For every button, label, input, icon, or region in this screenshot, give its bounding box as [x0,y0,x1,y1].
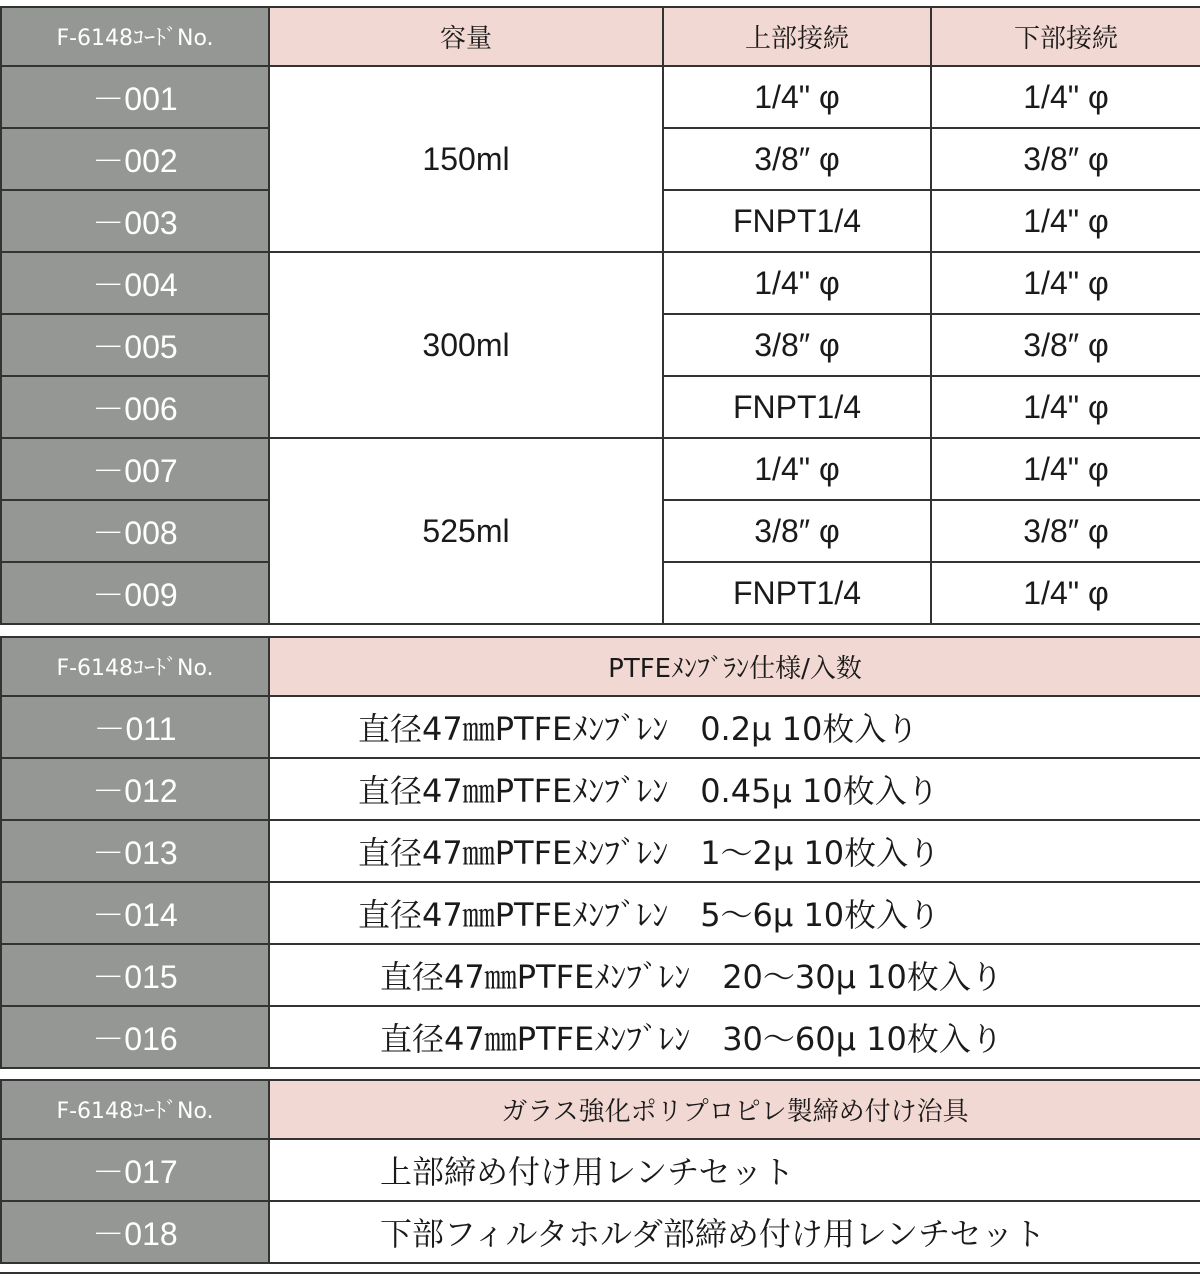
product-code: －012 [1,758,269,820]
code-column-header: F-6148ｺｰﾄﾞNo. [1,1080,269,1139]
table-row [1,252,1200,314]
upper-connection: 1/4" φ [663,438,931,500]
lower-connection: 1/4" φ [931,252,1200,314]
lower-connection: 1/4" φ [931,66,1200,128]
table-header-row [1,637,1200,696]
upper-connection: 1/4" φ [663,66,931,128]
table-row [1,696,1200,758]
membrane-description: 直径47㎜PTFEﾒﾝﾌﾞﾚﾝ 0.45μ 10枚入り [269,758,1200,820]
table-row [1,66,1200,128]
table-row [1,1201,1200,1263]
product-code: －004 [1,252,269,314]
product-code: －006 [1,376,269,438]
table-row [1,438,1200,500]
product-code: －005 [1,314,269,376]
membrane-spec-table [0,636,1200,1069]
lower-connection: 3/8″ φ [931,500,1200,562]
product-code: －009 [1,562,269,624]
upper-connection: 1/4" φ [663,252,931,314]
product-code: －003 [1,190,269,252]
upper-connection: 3/8″ φ [663,128,931,190]
lower-connection: 3/8″ φ [931,128,1200,190]
code-column-header: F-6148ｺｰﾄﾞNo. [1,7,269,66]
membrane-spec-column-header: PTFEﾒﾝﾌﾞﾗﾝ仕様/入数 [269,637,1200,696]
membrane-description: 直径47㎜PTFEﾒﾝﾌﾞﾚﾝ 5～6μ 10枚入り [269,882,1200,944]
capacity-value: 150ml [269,66,663,252]
table-row [1,944,1200,1006]
product-code: －007 [1,438,269,500]
table-row [1,882,1200,944]
product-code: －018 [1,1201,269,1263]
lower-connection: 1/4" φ [931,190,1200,252]
table-row [1,1139,1200,1201]
product-code: －017 [1,1139,269,1201]
code-column-header: F-6148ｺｰﾄﾞNo. [1,637,269,696]
upper-connection: FNPT1/4 [663,190,931,252]
upper-connection: 3/8″ φ [663,500,931,562]
capacity-value: 525ml [269,438,663,624]
upper-connection: 3/8″ φ [663,314,931,376]
product-code: －013 [1,820,269,882]
lower-connection-column-header: 下部接続 [931,7,1200,66]
bottom-divider [0,1272,1200,1274]
product-code: －016 [1,1006,269,1068]
upper-connection: FNPT1/4 [663,376,931,438]
product-code: －002 [1,128,269,190]
table-header-row [1,1080,1200,1139]
lower-connection: 3/8″ φ [931,314,1200,376]
membrane-description: 直径47㎜PTFEﾒﾝﾌﾞﾚﾝ 0.2μ 10枚入り [269,696,1200,758]
upper-connection: FNPT1/4 [663,562,931,624]
membrane-description: 直径47㎜PTFEﾒﾝﾌﾞﾚﾝ 1～2μ 10枚入り [269,820,1200,882]
capacity-value: 300ml [269,252,663,438]
capacity-column-header: 容量 [269,7,663,66]
product-code: －011 [1,696,269,758]
jig-spec-table [0,1079,1200,1264]
jig-description: 上部締め付け用レンチセット [269,1139,1200,1201]
membrane-description: 直径47㎜PTFEﾒﾝﾌﾞﾚﾝ 30～60μ 10枚入り [269,1006,1200,1068]
table-row [1,1006,1200,1068]
jig-description: 下部フィルタホルダ部締め付け用レンチセット [269,1201,1200,1263]
lower-connection: 1/4" φ [931,376,1200,438]
product-code: －001 [1,66,269,128]
product-code: －015 [1,944,269,1006]
table-row [1,820,1200,882]
product-code: －014 [1,882,269,944]
jig-spec-column-header: ガラス強化ポリプロピレ製締め付け治具 [269,1080,1200,1139]
lower-connection: 1/4" φ [931,562,1200,624]
membrane-description: 直径47㎜PTFEﾒﾝﾌﾞﾚﾝ 20～30μ 10枚入り [269,944,1200,1006]
table-header-row [1,7,1200,66]
lower-connection: 1/4" φ [931,438,1200,500]
table-row [1,758,1200,820]
product-code: －008 [1,500,269,562]
upper-connection-column-header: 上部接続 [663,7,931,66]
connection-spec-table [0,6,1200,625]
